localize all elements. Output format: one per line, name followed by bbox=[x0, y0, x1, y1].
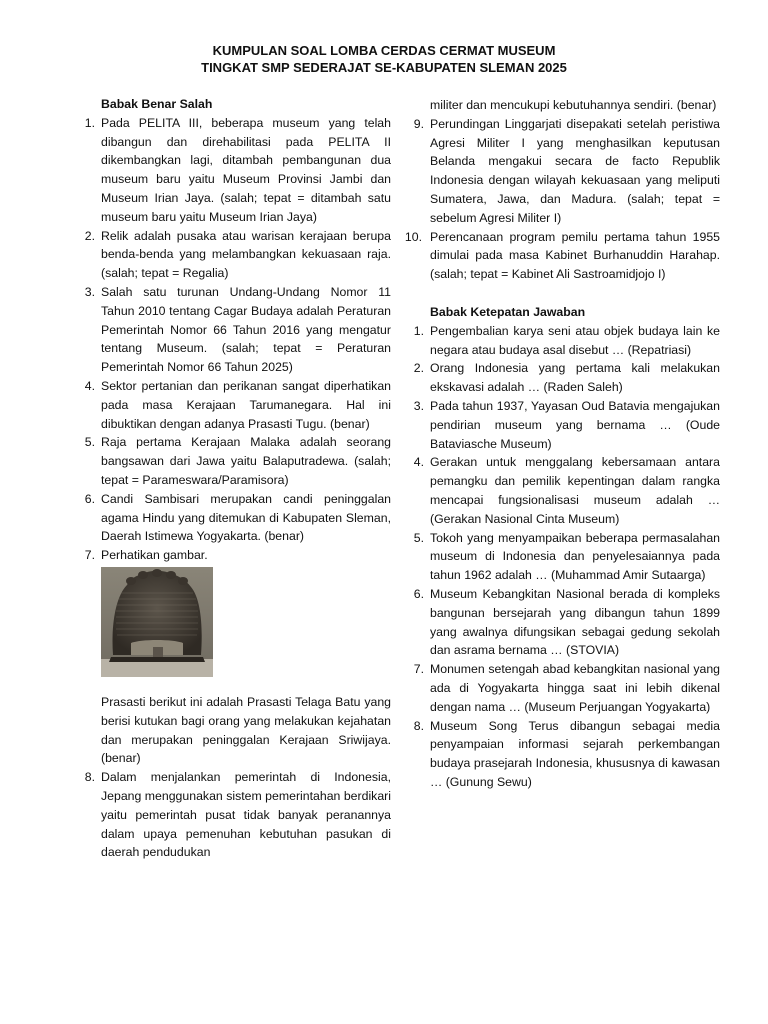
question-item bbox=[413, 529, 720, 585]
question-number: 2. bbox=[413, 361, 424, 376]
question-item bbox=[413, 397, 720, 453]
question-item bbox=[84, 433, 391, 489]
question-text: Museum Kebangkitan Nasional berada di kompleks bangunan bersejarah yang dibangun tahun 1899 yang awalnya difungsikan sebagai gedung sekolah dan asrama bernama … (STOVIA) bbox=[430, 586, 720, 658]
question-number: 6. bbox=[413, 586, 424, 601]
question-text: Gerakan untuk menggalang kebersamaan antara pemangku dan pemilik kepentingan dalam rangka mencapai fungsionalisasi museum adalah … (Gerakan Nasional Cinta Museum) bbox=[430, 455, 720, 526]
question-item bbox=[413, 585, 720, 660]
question-text: Tokoh yang menyampaikan beberapa permasalahan museum di Indonesia dan penyelesaiannya pada tahun 1962 adalah … (Muhammad Amir Sutaarga) bbox=[430, 530, 720, 583]
prasasti-telaga-batu-image bbox=[101, 567, 213, 677]
question-number: 6. bbox=[84, 491, 95, 506]
question-item bbox=[84, 377, 391, 433]
question-text: Candi Sambisari merupakan candi peninggalan agama Hindu yang ditemukan di Kabupaten Sleman, Daerah Istimewa Yogyakarta. (benar) bbox=[101, 491, 391, 544]
section-heading-benar-salah: Babak Benar Salah bbox=[101, 97, 213, 111]
question-text: Perencanaan program pemilu pertama tahun 1955 dimulai pada masa Kabinet Burhanuddin Harahap. (salah; tepat = Kabinet Ali Sastroamidjojo I) bbox=[430, 229, 720, 282]
question-number: 8. bbox=[84, 770, 95, 785]
question-text: Dalam menjalankan pemerintah di Indonesia, Jepang menggunakan sistem pemerintahan berdikari yaitu pemerintah pusat tidak banyak peranannya dalam upaya pemenuhan kebutuhan pasukan di daerah pendudukan bbox=[101, 770, 391, 860]
item8-continuation: militer dan mencukupi kebutuhannya sendiri. (benar) bbox=[430, 98, 717, 112]
section-heading-ketepatan: Babak Ketepatan Jawaban bbox=[430, 304, 586, 319]
question-number: 10. bbox=[404, 229, 422, 244]
question-item bbox=[84, 768, 391, 862]
title-line-1: KUMPULAN SOAL LOMBA CERDAS CERMAT MUSEUM bbox=[212, 43, 556, 58]
question-number: 4. bbox=[84, 378, 95, 393]
question-item bbox=[413, 453, 720, 528]
question-item bbox=[413, 660, 720, 716]
question-number: 2. bbox=[84, 228, 95, 243]
question-text: Salah satu turunan Undang-Undang Nomor 11 Tahun 2010 tentang Cagar Budaya adalah Peraturan Pemerintah Nomor 66 Tahun 2016 yang mengatur tentang Museum. (salah; tepat = Peraturan Pemerintah Nomor 66 Tahun 2025) bbox=[101, 284, 391, 375]
question-text: Raja pertama Kerajaan Malaka adalah seorang bangsawan dari Jawa yaitu Balaputradewa. (salah; tepat = Parameswara/Paramisora) bbox=[101, 435, 391, 487]
question-number: 7. bbox=[84, 548, 95, 563]
question-text: Sektor pertanian dan perikanan sangat diperhatikan pada masa Kerajaan Tarumanegara. Hal ini dibuktikan dengan adanya Prasasti Tugu. (benar) bbox=[101, 378, 391, 431]
left-column bbox=[84, 95, 391, 862]
question-item bbox=[413, 359, 720, 397]
question-item bbox=[404, 228, 720, 284]
question-number: 3. bbox=[84, 284, 95, 299]
question-text: Museum Song Terus dibangun sebagai media penyampaian informasi sejarah perkembangan budaya prasejarah Indonesia, khususnya di kawasan … (Gunung Sewu) bbox=[430, 718, 720, 789]
question-text: Monumen setengah abad kebangkitan nasional yang ada di Yogyakarta hingga saat ini lebih dikenal dengan nama … (Museum Perjuangan Yogyakarta) bbox=[430, 662, 720, 714]
question-text: Perundingan Linggarjati disepakati setelah peristiwa Agresi Militer I yang menghasilkan keputusan Belanda mengakui secara de facto Republik Indonesia dengan wilayah kekuasaan yang meliputi Sumatera, Jawa, dan Madura. (salah; tepat = sebelum Agresi Militer I) bbox=[430, 116, 720, 225]
document-title bbox=[0, 42, 768, 76]
title-line-2: TINGKAT SMP SEDERAJAT SE-KABUPATEN SLEMAN 2025 bbox=[201, 60, 567, 75]
question-item bbox=[84, 114, 391, 227]
question-number: 1. bbox=[413, 323, 424, 338]
question-number: 7. bbox=[413, 662, 424, 677]
item7-caption: Prasasti berikut ini adalah Prasasti Telaga Batu yang berisi kutukan bagi orang yang melakukan kejahatan dan merupakan peninggalan Kerajaan Sriwijaya. (benar) bbox=[101, 694, 391, 766]
question-number: 9. bbox=[413, 116, 424, 131]
question-number: 1. bbox=[84, 115, 95, 130]
question-item bbox=[413, 717, 720, 792]
question-item bbox=[84, 227, 391, 283]
question-item bbox=[84, 283, 391, 377]
question-number: 8. bbox=[413, 718, 424, 733]
question-text: Pada tahun 1937, Yayasan Oud Batavia mengajukan pendirian museum yang bernama … (Oude Bataviasche Museum) bbox=[430, 398, 720, 451]
question-number: 4. bbox=[413, 455, 424, 470]
right-column bbox=[404, 96, 720, 792]
stone-inscription-illustration bbox=[101, 567, 213, 677]
question-number: 3. bbox=[413, 398, 424, 413]
question-item bbox=[413, 322, 720, 360]
question-item bbox=[84, 546, 391, 565]
question-text: Pada PELITA III, beberapa museum yang telah dibangun dan direhabilitasi pada PELITA II dikembangkan lagi, ditambah pembangunan dua museum baru yaitu Museum Provinsi Jambi dan Museum Irian Jaya. (salah; tepat = ditambah satu museum baru yaitu Museum Irian Jaya) bbox=[101, 115, 391, 224]
question-number: 5. bbox=[413, 530, 424, 545]
question-text: Pengembalian karya seni atau objek budaya lain ke negara atau budaya asal disebut … (Repatriasi) bbox=[430, 323, 720, 357]
question-item bbox=[413, 115, 720, 228]
question-item bbox=[84, 490, 391, 546]
question-text: Orang Indonesia yang pertama kali melakukan ekskavasi adalah … (Raden Saleh) bbox=[430, 361, 720, 395]
question-text: Perhatikan gambar. bbox=[101, 548, 208, 563]
question-text: Relik adalah pusaka atau warisan kerajaan berupa benda-benda yang melambangkan kekuasaan raja. (salah; tepat = Regalia) bbox=[101, 228, 391, 281]
question-number: 5. bbox=[84, 435, 95, 450]
